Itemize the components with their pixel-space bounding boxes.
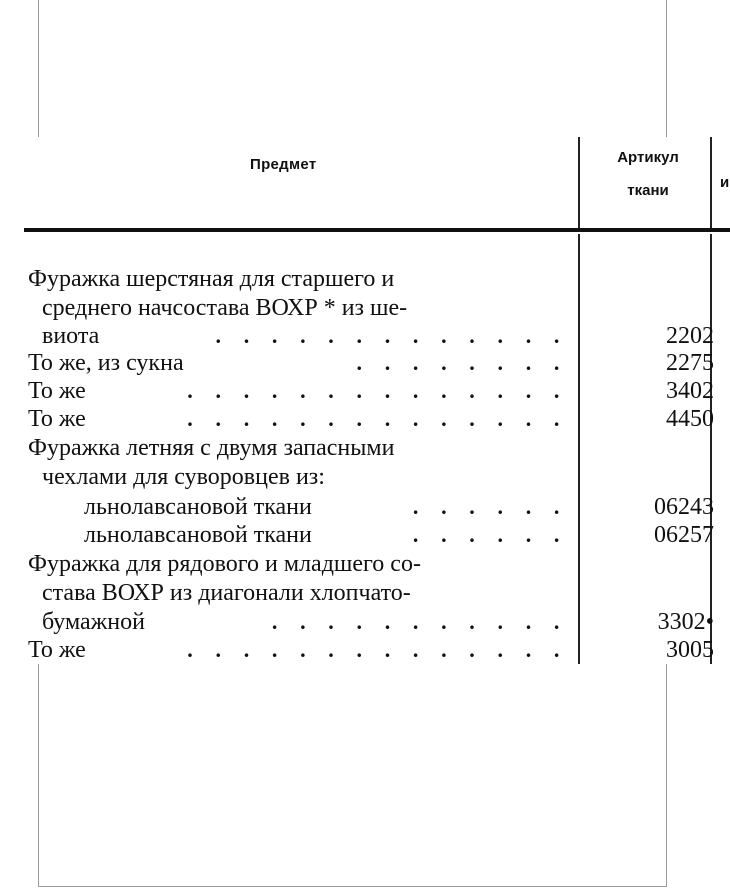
dot-leader: . . . . . . [412, 522, 568, 547]
column-header-article-line1: Артикул [617, 149, 679, 166]
row-text: льнолавсановой ткани [84, 522, 312, 548]
dot-leader: . . . . . . . . . . . . . . [187, 378, 568, 403]
dot-leader: . . . . . . . . . . . . . . [187, 406, 568, 431]
table-row [28, 580, 718, 606]
row-text: льнолавсановой ткани [84, 494, 312, 520]
fabric-article-code: 3005 [666, 637, 714, 663]
fabric-article-code: 3402 [666, 378, 714, 404]
row-text: Фуражка летняя с двумя запасными [28, 435, 395, 461]
fabric-article-code: 06257 [654, 522, 714, 548]
row-text: Фуражка шерстяная для старшего и [28, 266, 395, 292]
column-header-article [592, 141, 704, 207]
column-header-cut: и [720, 174, 730, 191]
table-row [28, 350, 718, 376]
header-rule [24, 228, 730, 232]
dot-leader: . . . . . . . . . . . [271, 609, 568, 634]
table-row [28, 295, 718, 321]
dot-leader: . . . . . . . . . . . . . [215, 323, 568, 348]
row-text: Фуражка для рядового и младшего со- [28, 551, 421, 577]
row-text: среднего начсостава ВОХР * из ше- [42, 295, 408, 321]
row-text: виота [42, 323, 100, 349]
row-text: чехлами для суворовцев из: [42, 464, 325, 490]
table-row [28, 266, 718, 292]
scanned-table [0, 137, 730, 664]
column-divider [578, 137, 580, 229]
table-row [28, 609, 718, 635]
row-text: става ВОХР из диагонали хлопчато- [42, 580, 411, 606]
table-row [28, 494, 718, 520]
table-row [28, 551, 718, 577]
dot-leader: . . . . . . . . . . . . . . [187, 637, 568, 662]
dot-leader: . . . . . . [412, 494, 568, 519]
row-text: То же [28, 637, 86, 663]
fabric-article-code: 3302• [657, 609, 714, 635]
dot-leader: . . . . . . . . [356, 350, 568, 375]
column-header-subject: Предмет [250, 156, 317, 173]
table-row [28, 522, 718, 548]
row-text: бумажной [42, 609, 145, 635]
fabric-article-code: 06243 [654, 494, 714, 520]
table-row [28, 323, 718, 349]
row-text: То же [28, 406, 86, 432]
table-row [28, 464, 718, 490]
table-row [28, 378, 718, 404]
table-row [28, 406, 718, 432]
column-header-article-line2: ткани [627, 182, 669, 199]
column-divider [710, 137, 712, 229]
row-text: То же, из сукна [28, 350, 184, 376]
fabric-article-code: 4450 [666, 406, 714, 432]
row-text: То же [28, 378, 86, 404]
table-row [28, 435, 718, 461]
table-row [28, 637, 718, 663]
fabric-article-code: 2275 [666, 350, 714, 376]
fabric-article-code: 2202 [666, 323, 714, 349]
